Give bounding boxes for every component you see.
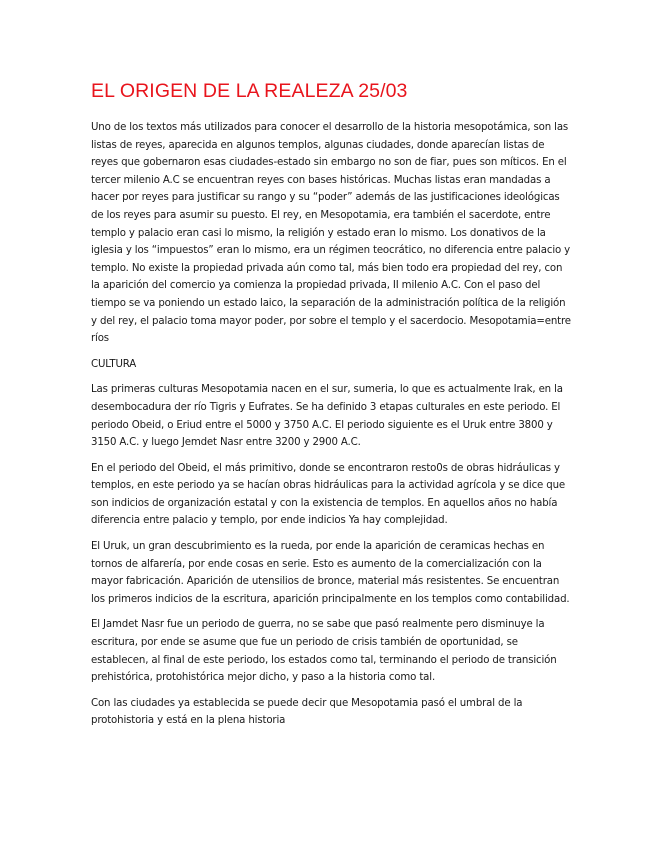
paragraph-listas-de-reyes: Uno de los textos más utilizados para conocer el desarrollo de la historia mesopotámica, son las listas de reyes, aparecida en algunos templos, algunas ciudades, donde aparecían listas de reyes que gobernaron esas ciudades-estado sin embargo no son de fiar, pues son míticos. En el tercer milenio A.C se encuentran reyes con bases históricas. Muchas listas eran mandadas a hacer por reyes para justificar su rango y su “poder” además de las justificaciones ideológicas de los reyes para asumir su puesto. El rey, en Mesopotamia, era también el sacerdote, entre templo y palacio eran casi lo mismo, la religión y estado eran lo mismo. Los donativos de la iglesia y los “impuestos” eran lo mismo, era un régimen teocrático, no diferencia entre palacio y templo. No existe la propiedad privada aún como tal, más bien todo era propiedad del rey, con la aparición del comercio ya comienza la propiedad privada, II milenio A.C. Con el paso del tiempo se va poniendo un estado laico, la separación de la administración política de la religión y del rey, el palacio toma mayor poder, por sobre el templo y el sacerdocio. Mesopotamia=entre ríos — [91, 122, 571, 345]
document-title: EL ORIGEN DE LA REALEZA 25/03 — [91, 80, 408, 102]
paragraph-ciudades-establecidas: Con las ciudades ya establecida se puede decir que Mesopotamia pasó el umbral de la protohistoria y está en la plena historia — [91, 697, 523, 727]
paragraph-periodo-obeid: En el periodo del Obeid, el más primitivo, donde se encontraron resto0s de obras hidráulicas y templos, en este periodo ya se hacían obras hidráulicas para la actividad agrícola y se dice que son indicios de organización estatal y con la existencia de templos. En aquellos años no había diferencia entre palacio y templo, por ende indicios Ya hay complejidad. — [91, 462, 566, 527]
paragraph-primeras-culturas: Las primeras culturas Mesopotamia nacen en el sur, sumeria, lo que es actualmente Irak, en la desembocadura der río Tigris y Eufrates. Se ha definido 3 etapas culturales en este periodo. El periodo Obeid, o Eriud entre el 5000 y 3750 A.C. El periodo siguiente es el Uruk entre 3800 y 3150 A.C. y luego Jemdet Nasr entre 3200 y 2900 A.C. — [91, 384, 563, 449]
paragraph-jamdet-nasr: El Jamdet Nasr fue un periodo de guerra, no se sabe que pasó realmente pero disminuye la escritura, por ende se asume que fue un periodo de crisis también de oportunidad, se establecen, al final de este periodo, los estados como tal, terminando el periodo de transición prehistórica, protohistórica mejor dicho, y paso a la historia como tal. — [91, 619, 557, 684]
document-body — [91, 80, 571, 738]
paragraph-uruk: El Uruk, un gran descubrimiento es la rueda, por ende la aparición de ceramicas hechas en tornos de alfarería, por ende cosas en serie. Esto es aumento de la comercialización con la mayor fabricación. Aparición de utensilios de bronce, material más resistentes. Se encuentran los primeros indicios de la escritura, aparición principalmente en los templos como contabilidad. — [91, 541, 570, 605]
section-heading-cultura: CULTURA — [91, 358, 137, 370]
